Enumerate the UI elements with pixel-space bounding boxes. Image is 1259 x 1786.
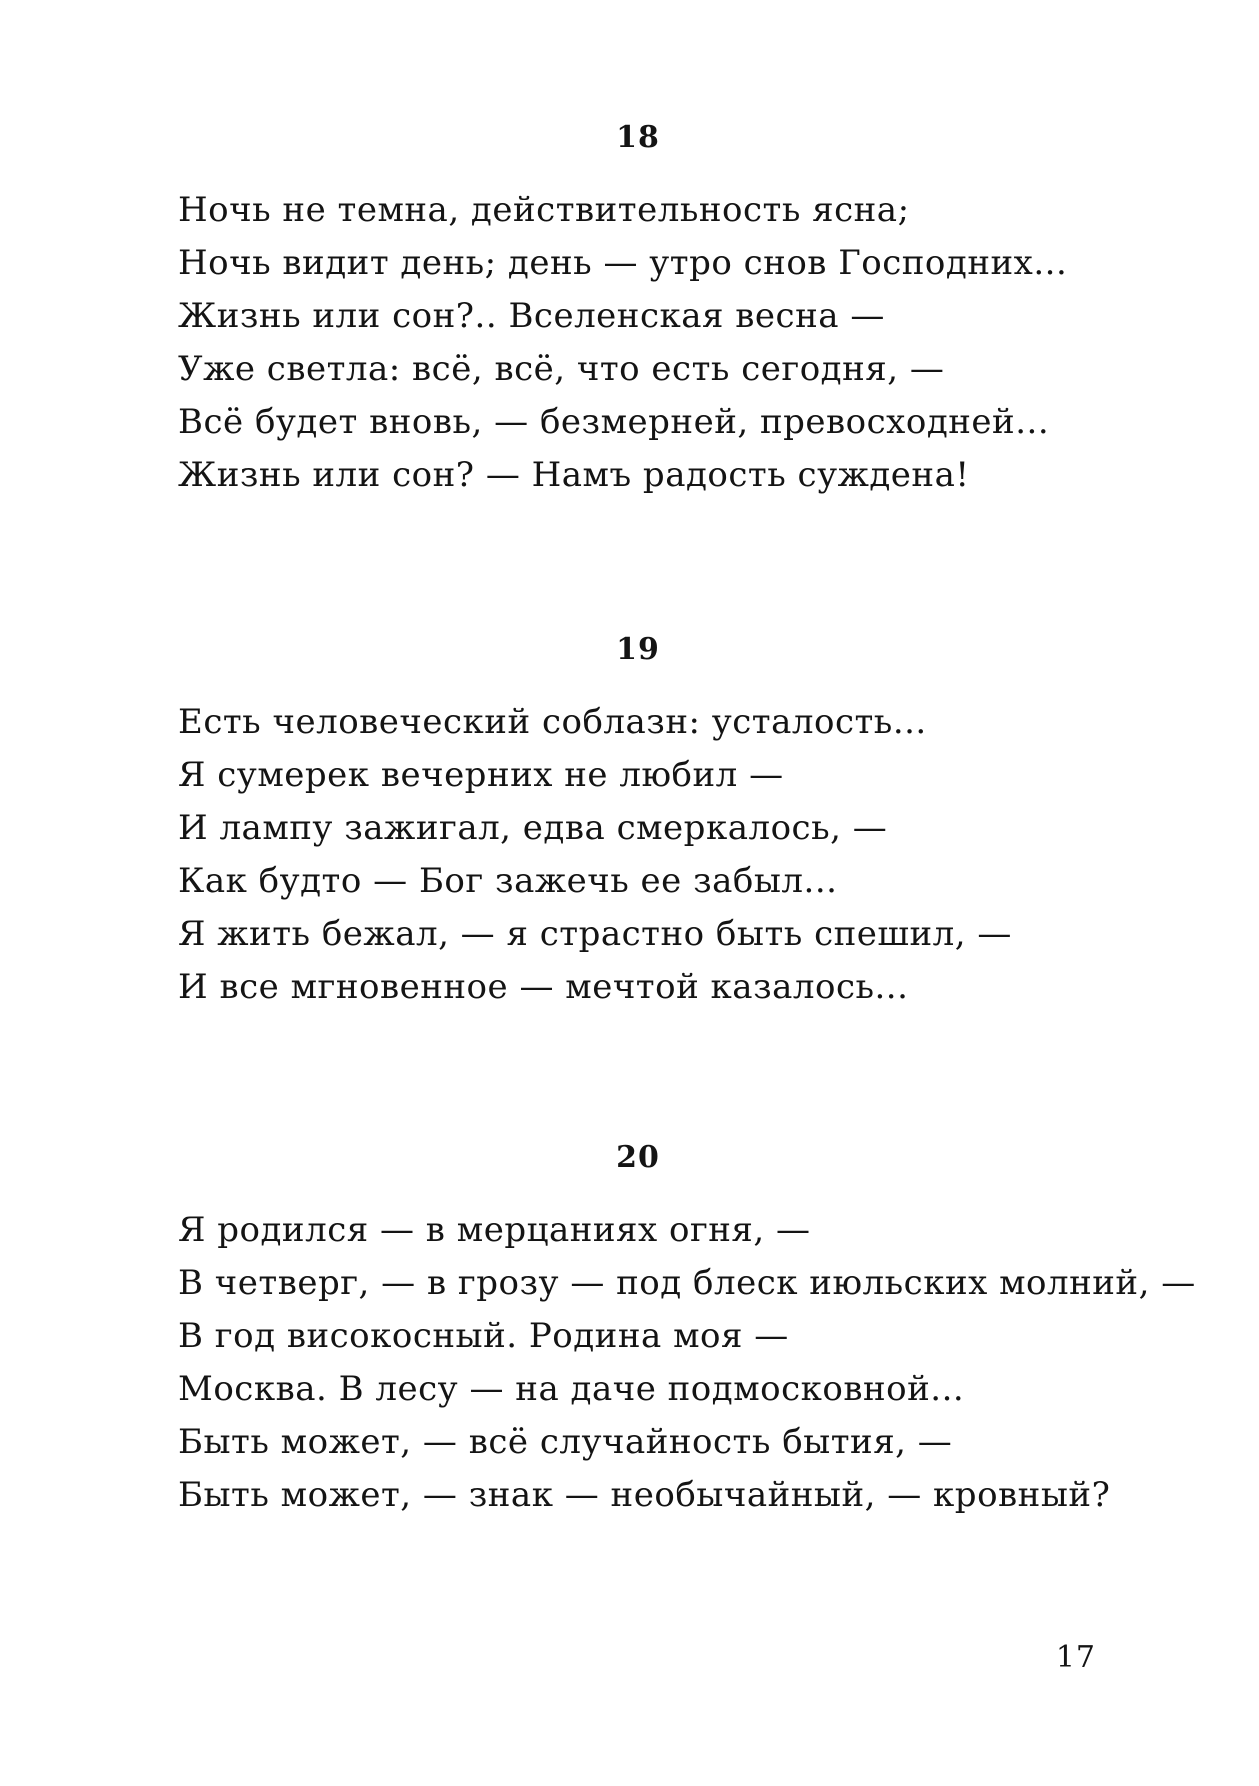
poem-number: 19 (616, 632, 660, 667)
poem-line: Я жить бежал, — я страстно быть спешил, — (178, 914, 1012, 954)
poem-line: Быть может, — знак — необычайный, — кровный? (178, 1475, 1111, 1515)
poem-line: Жизнь или сон? — Намъ радость суждена! (178, 455, 970, 495)
page-number: 17 (1055, 1640, 1096, 1675)
poem-line: Уже светла: всё, всё, что есть сегодня, — (178, 349, 945, 389)
poem-lines (178, 1204, 1196, 1522)
poem-line: Есть человеческий соблазн: усталость... (178, 702, 927, 742)
poem-lines (178, 184, 1118, 502)
poem-line: Быть может, — всё случайность бытия, — (178, 1422, 953, 1462)
poem-line: Жизнь или сон?.. Вселенская весна — (178, 296, 885, 336)
poem-line: Я сумерек вечерних не любил — (178, 755, 784, 795)
poem-number: 18 (616, 120, 660, 155)
poem-line: Москва. В лесу — на даче подмосковной... (178, 1369, 965, 1409)
poem-line: Я родился — в мерцаниях огня, — (178, 1210, 811, 1250)
poem-line: Как будто — Бог зажечь ее забыл... (178, 861, 838, 901)
poem-lines (178, 696, 1118, 1014)
poem-line: Всё будет вновь, — безмерней, превосходней... (178, 402, 1050, 442)
poem-line: Ночь не темна, действительность ясна; (178, 190, 910, 230)
poem-line: Ночь видит день; день — утро снов Господних... (178, 243, 1068, 283)
poem-number: 20 (616, 1140, 660, 1175)
poem-line: И все мгновенное — мечтой казалось... (178, 967, 909, 1007)
poem-line: И лампу зажигал, едва смеркалось, — (178, 808, 888, 848)
poem-line: В год високосный. Родина моя — (178, 1316, 789, 1356)
poem-line: В четверг, — в грозу — под блеск июльских молний, — (178, 1263, 1196, 1303)
